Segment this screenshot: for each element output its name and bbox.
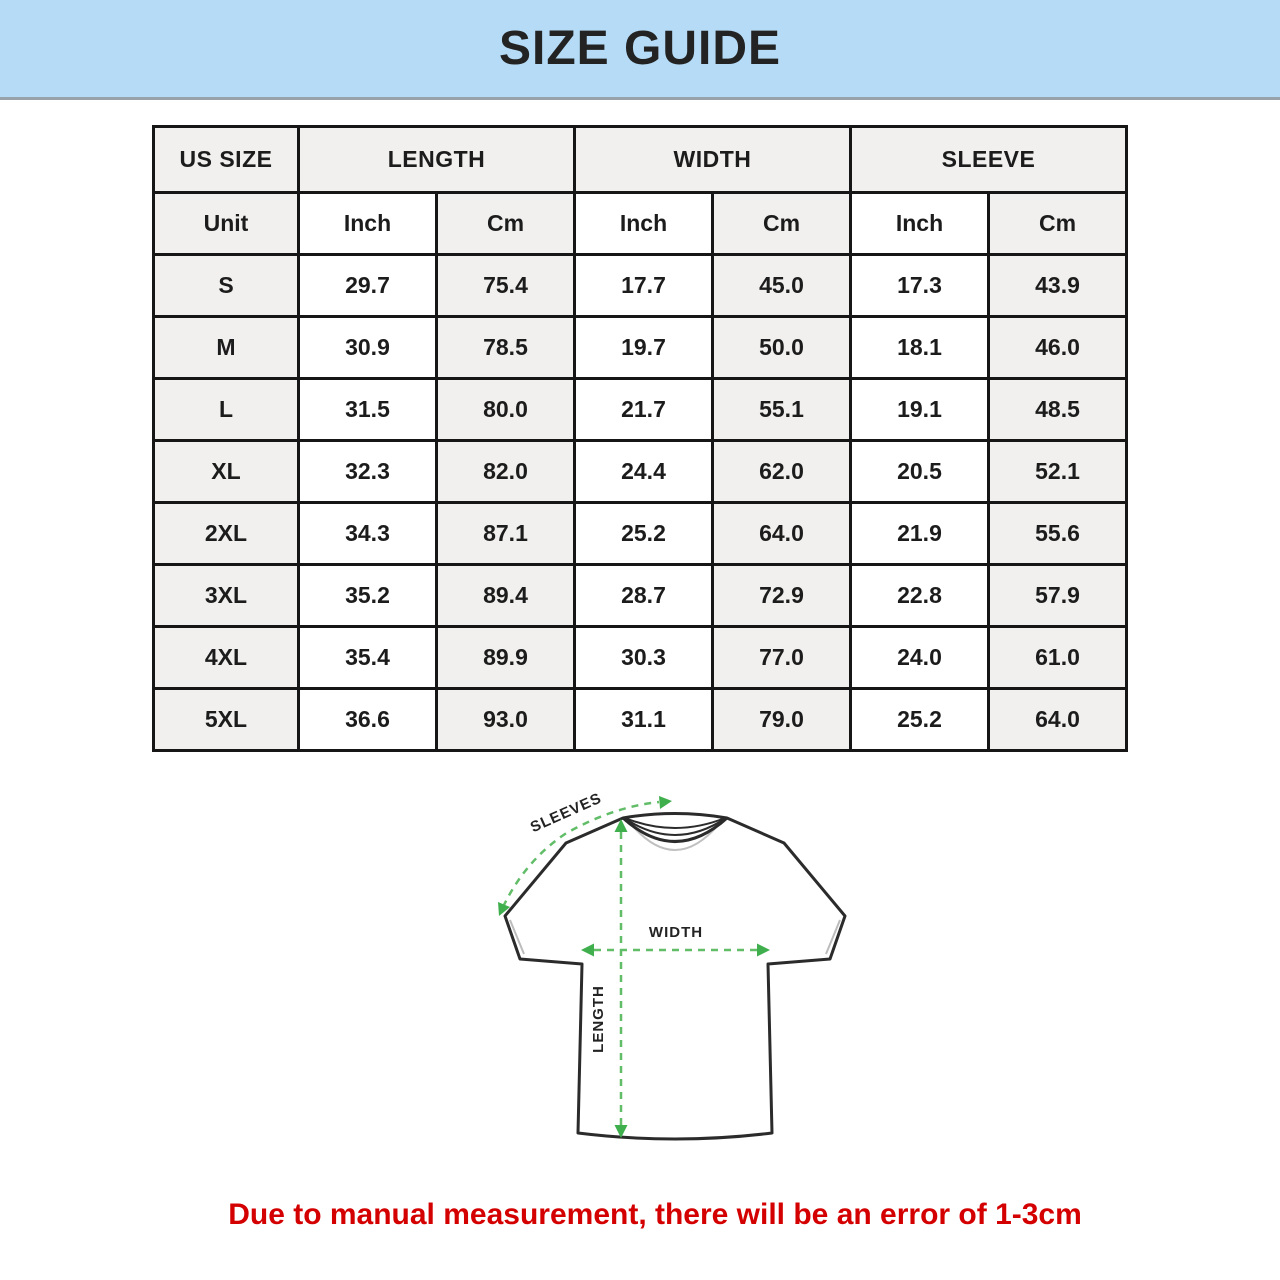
value-cell-cm: 45.0: [712, 255, 850, 317]
value-cell-inch: 17.7: [574, 255, 712, 317]
value-cell-cm: 50.0: [712, 317, 850, 379]
value-cell-cm: 79.0: [712, 689, 850, 751]
col-header-sleeve: SLEEVE: [850, 127, 1126, 193]
value-cell-cm: 52.1: [988, 441, 1126, 503]
table-row: [153, 255, 1126, 317]
unit-header-inch: Inch: [850, 193, 988, 255]
value-cell-inch: 20.5: [850, 441, 988, 503]
value-cell-cm: 55.1: [712, 379, 850, 441]
size-guide-banner: [0, 0, 1280, 100]
value-cell-cm: 78.5: [436, 317, 574, 379]
value-cell-inch: 21.7: [574, 379, 712, 441]
table-row: [153, 565, 1126, 627]
value-cell-cm: 80.0: [436, 379, 574, 441]
value-cell-cm: 64.0: [712, 503, 850, 565]
value-cell-cm: 62.0: [712, 441, 850, 503]
value-cell-inch: 29.7: [298, 255, 436, 317]
value-cell-cm: 46.0: [988, 317, 1126, 379]
tshirt-diagram-svg: [458, 772, 882, 1186]
value-cell-inch: 35.4: [298, 627, 436, 689]
value-cell-cm: 77.0: [712, 627, 850, 689]
col-header-length: LENGTH: [298, 127, 574, 193]
unit-header-cm: Cm: [712, 193, 850, 255]
value-cell-inch: 25.2: [574, 503, 712, 565]
value-cell-cm: 43.9: [988, 255, 1126, 317]
value-cell-cm: 57.9: [988, 565, 1126, 627]
measurement-note: Due to manual measurement, there will be an error of 1-3cm: [228, 1198, 1082, 1231]
unit-header: Unit: [153, 193, 298, 255]
value-cell-inch: 35.2: [298, 565, 436, 627]
value-cell-inch: 19.1: [850, 379, 988, 441]
size-cell: L: [153, 379, 298, 441]
value-cell-cm: 82.0: [436, 441, 574, 503]
value-cell-inch: 21.9: [850, 503, 988, 565]
table-row: [153, 379, 1126, 441]
width-label: WIDTH: [648, 924, 704, 941]
value-cell-inch: 36.6: [298, 689, 436, 751]
table-row: [153, 503, 1126, 565]
value-cell-inch: 34.3: [298, 503, 436, 565]
table-group-header-row: [153, 127, 1126, 193]
value-cell-cm: 89.4: [436, 565, 574, 627]
size-table-body: [153, 255, 1126, 751]
table-row: [153, 689, 1126, 751]
value-cell-inch: 31.1: [574, 689, 712, 751]
value-cell-inch: 17.3: [850, 255, 988, 317]
length-label: LENGTH: [590, 985, 607, 1053]
unit-header-cm: Cm: [436, 193, 574, 255]
unit-header-inch: Inch: [574, 193, 712, 255]
value-cell-cm: 72.9: [712, 565, 850, 627]
value-cell-cm: 87.1: [436, 503, 574, 565]
value-cell-inch: 30.3: [574, 627, 712, 689]
value-cell-inch: 19.7: [574, 317, 712, 379]
value-cell-inch: 25.2: [850, 689, 988, 751]
size-cell: 2XL: [153, 503, 298, 565]
value-cell-inch: 28.7: [574, 565, 712, 627]
table-row: [153, 317, 1126, 379]
col-header-width: WIDTH: [574, 127, 850, 193]
tshirt-outline: [505, 814, 845, 1140]
size-cell: XL: [153, 441, 298, 503]
size-cell: 4XL: [153, 627, 298, 689]
size-guide-content: [0, 125, 1280, 1232]
value-cell-cm: 61.0: [988, 627, 1126, 689]
value-cell-inch: 30.9: [298, 317, 436, 379]
size-cell: S: [153, 255, 298, 317]
size-table: [152, 125, 1128, 752]
table-row: [153, 441, 1126, 503]
value-cell-inch: 24.0: [850, 627, 988, 689]
unit-header-cm: Cm: [988, 193, 1126, 255]
value-cell-cm: 93.0: [436, 689, 574, 751]
table-unit-header-row: [153, 193, 1126, 255]
page-title: SIZE GUIDE: [498, 22, 782, 75]
tshirt-measurement-diagram: [0, 772, 1280, 1186]
sleeves-label: SLEEVES: [527, 789, 605, 837]
value-cell-cm: 64.0: [988, 689, 1126, 751]
value-cell-inch: 22.8: [850, 565, 988, 627]
size-cell: 3XL: [153, 565, 298, 627]
value-cell-cm: 75.4: [436, 255, 574, 317]
value-cell-cm: 55.6: [988, 503, 1126, 565]
value-cell-cm: 48.5: [988, 379, 1126, 441]
unit-header-inch: Inch: [298, 193, 436, 255]
size-cell: M: [153, 317, 298, 379]
value-cell-inch: 18.1: [850, 317, 988, 379]
value-cell-inch: 24.4: [574, 441, 712, 503]
value-cell-cm: 89.9: [436, 627, 574, 689]
value-cell-inch: 32.3: [298, 441, 436, 503]
col-header-us-size: US SIZE: [153, 127, 298, 193]
value-cell-inch: 31.5: [298, 379, 436, 441]
table-row: [153, 627, 1126, 689]
size-cell: 5XL: [153, 689, 298, 751]
